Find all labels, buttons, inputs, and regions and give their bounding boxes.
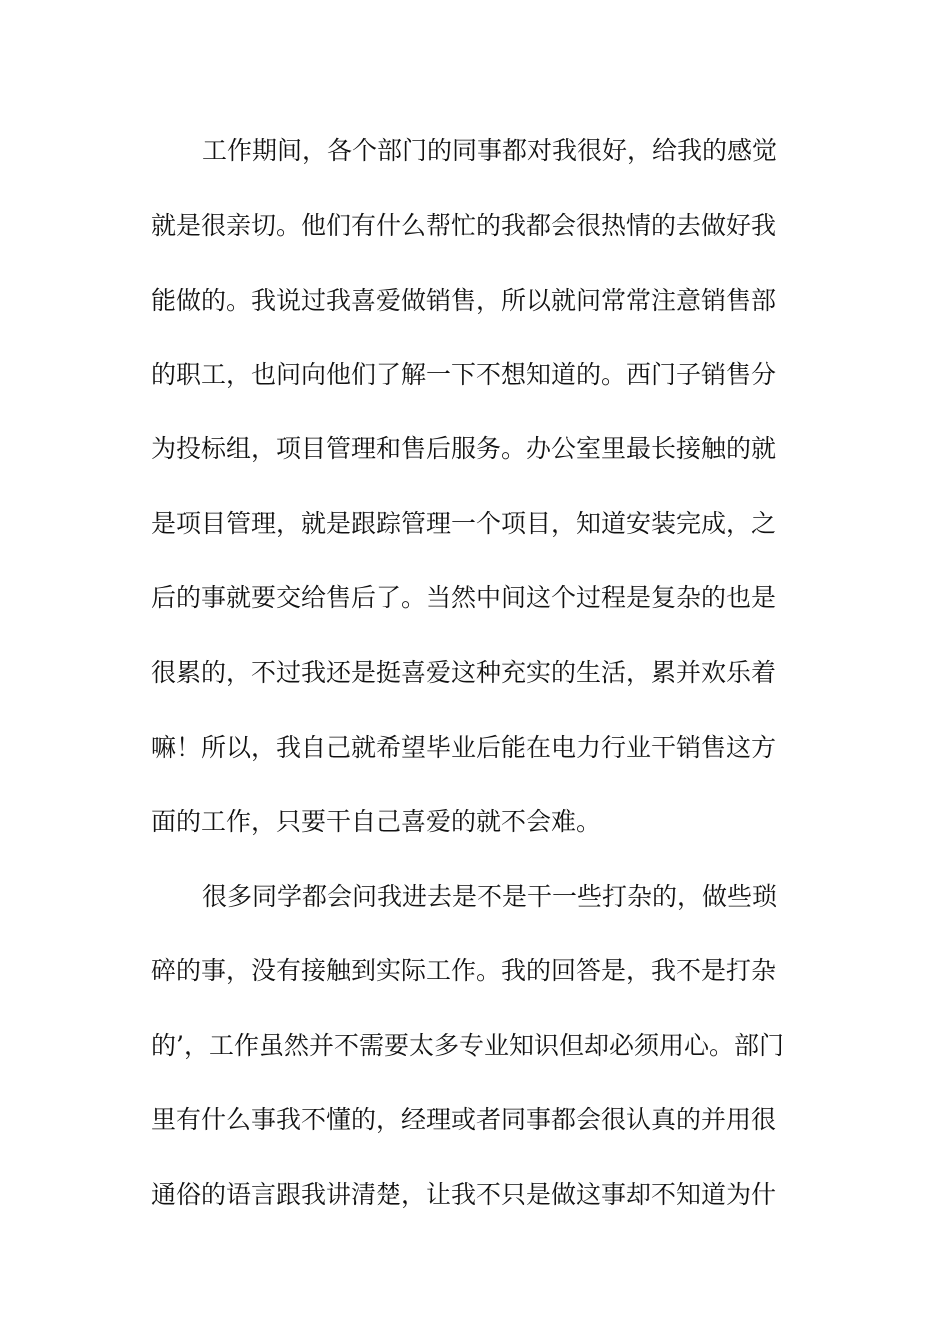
paragraph-2-line-4: 里有什么事我不懂的，经理或者同事都会很认真的并用很: [151, 1105, 777, 1134]
paragraph-2-line-2: 碎的事，没有接触到实际工作。我的回答是，我不是打杂: [151, 956, 777, 985]
paragraph-2-line-1: 很多同学都会问我进去是不是干一些打杂的，做些琐: [202, 882, 778, 911]
paragraph-1-line-2: 就是很亲切。他们有什么帮忙的我都会很热情的去做好我: [151, 211, 777, 240]
paragraph-1-line-4: 的职工，也问向他们了解一下不想知道的。西门子销售分: [151, 360, 777, 389]
paragraph-1-line-6: 是项目管理，就是跟踪管理一个项目，知道安装完成，之: [151, 509, 777, 538]
paragraph-1-line-1: 工作期间，各个部门的同事都对我很好，给我的感觉: [202, 136, 778, 165]
paragraph-2-line-3: 的’，工作虽然并不需要太多专业知识但却必须用心。部门: [151, 1031, 784, 1060]
paragraph-1-line-3: 能做的。我说过我喜爱做销售，所以就问常常注意销售部: [151, 286, 777, 315]
paragraph-1-line-10: 面的工作，只要干自己喜爱的就不会难。: [151, 807, 602, 836]
paragraph-1-line-8: 很累的，不过我还是挺喜爱这种充实的生活，累并欢乐着: [151, 658, 777, 687]
paragraph-1-line-7: 后的事就要交给售后了。当然中间这个过程是复杂的也是: [151, 583, 777, 612]
paragraph-1-line-9: 嘛！所以，我自己就希望毕业后能在电力行业干销售这方: [151, 733, 777, 762]
paragraph-2-line-5: 通俗的语言跟我讲清楚，让我不只是做这事却不知道为什: [151, 1180, 777, 1209]
paragraph-1-line-5: 为投标组，项目管理和售后服务。办公室里最长接触的就: [151, 434, 777, 463]
